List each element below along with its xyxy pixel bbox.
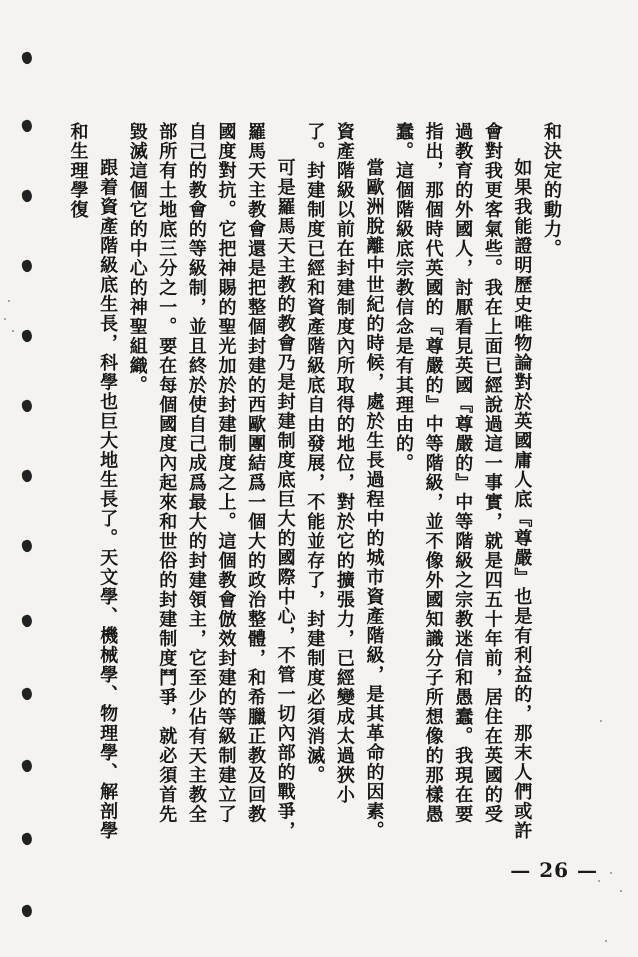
paper-speck [620,890,622,892]
margin-mark [20,904,34,919]
margin-mark [20,832,34,847]
margin-mark [20,469,34,484]
paragraph: 如果我能證明歷史唯物論對於英國庸人底『尊嚴』也是有利益的，那末人們或許會對我更客氣些。我在上面已經說過這一事實，就是四五十年前，居住在英國的受過教育的外國人，討厭看見英國『尊嚴的』中等階級之宗教迷信和愚蠢。我現在要指出，那個時代英國的『尊嚴的』中等階級，並不像外國知識分子所想像的那樣愚蠢。這個階級底宗教信念是有其理由的。 [393,122,533,841]
paper-speck [598,880,600,882]
margin-mark [20,399,34,414]
margin-mark [20,51,34,66]
paper-speck [8,300,10,302]
margin-mark [20,539,34,554]
margin-mark [20,259,34,274]
margin-mark [20,189,34,204]
paper-speck [4,318,6,320]
margin-mark [20,614,34,629]
margin-mark [20,759,34,774]
paper-speck [600,720,602,722]
paragraph: 和決定的動力。 [541,122,562,259]
vertical-body-text [63,122,566,842]
paper-speck [12,330,14,332]
paper-speck [610,872,612,874]
paragraph: 當歐洲脫離中世紀的時候，處於生長過程中的城市資產階級，是其革命的因素。資產階級以前在封建制度內所取得的地位，對於它的擴張力，已經變成太過狹小了。封建制度已經和資產階級底自由發展，不能並存了，封建制度必須消滅。 [304,122,385,841]
page-number: — 26 — [510,858,598,882]
margin-mark [20,687,34,702]
paragraph: 可是羅馬天主教的教會乃是封建制度底巨大的國際中心，不管一切內部的戰爭，羅馬天主教會還是把整個封建的西歐團結爲一個大的政治整體，和希臘正教及回教國度對抗。它把神賜的聖光加於封建制度之上。這個教會倣效封建的等級制建立了自己的教會的等級制，並且終於使自己成爲最大的封建領主，它至少佔有天主教全部所有土地底三分之一。要在每個國度內起來和世俗的封建制度鬥爭，就必須首先毀滅這個它的中心的神聖組織。 [126,122,296,841]
paragraph: 跟着資產階級底生長，科學也巨大地生長了。天文學、機械學、物理學、解剖學和生理學復 [67,122,119,841]
margin-mark [20,329,34,344]
margin-mark [20,119,34,134]
binding-margin-marks [22,40,46,940]
paper-speck [605,940,607,942]
